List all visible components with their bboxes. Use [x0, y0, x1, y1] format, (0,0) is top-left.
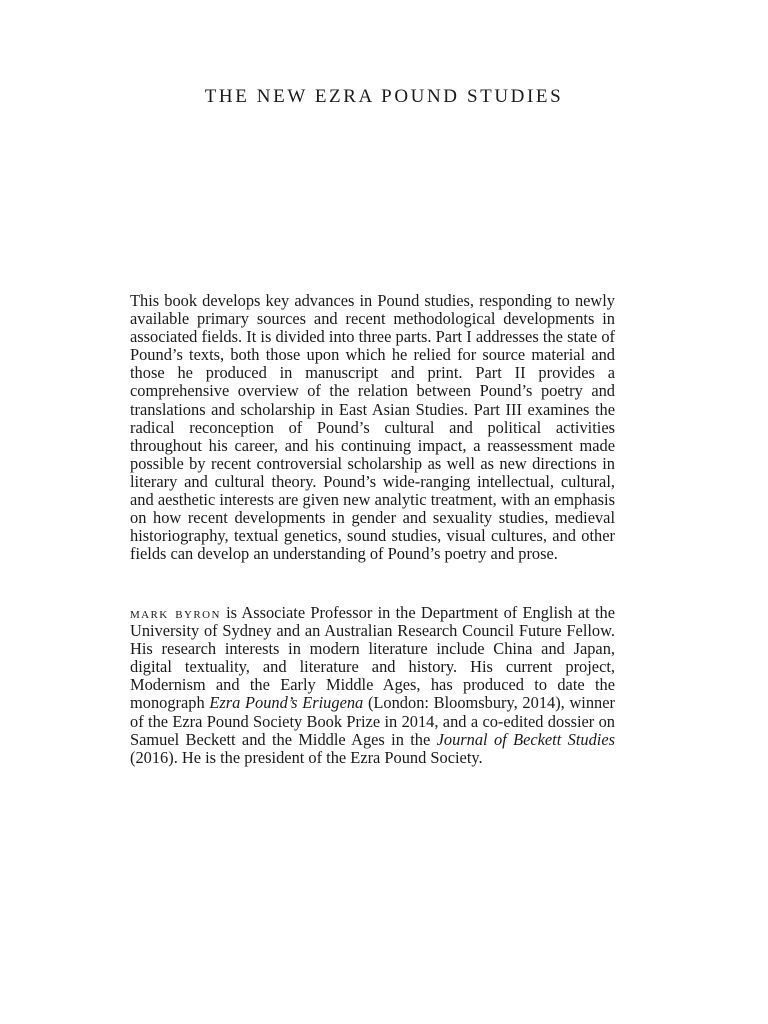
journal-title: Journal of Beckett Studies — [436, 729, 615, 749]
bio-text-part-2: (London: Bloomsbury, 2014), winner of the Ezra Pound Society Book Prize in 2014, and a co-edited dossier on Samuel Beckett and the Middle Ages in the — [130, 693, 615, 749]
author-bio — [130, 604, 615, 767]
bio-text-part-1: is Associate Professor in the Department of English at the University of Sydney and an Australian Research Council Future Fellow. His research interests in modern literature include China and Japan, digital textuality, and literature and history. His current project, Modernism and the Early Middle Ages, has produced to date the monograph — [130, 603, 615, 713]
bio-text-part-3: (2016). He is the president of the Ezra Pound Society. — [130, 747, 483, 767]
book-description: This book develops key advances in Pound studies, responding to newly available primary sources and recent methodological developments in associated fields. It is divided into three parts. Part I addresses the state of Pound’s texts, both those upon which he relied for source material and those he produced in manuscript and print. Part II provides a comprehensive overview of the relation between Pound’s poetry and translations and scholarship in East Asian Studies. Part III examines the radical reconception of Pound’s cultural and political activities throughout his career, and his continuing impact, a reassessment made possible by recent controversial scholarship as well as new directions in literary and cultural theory. Pound’s wide-ranging intellectual, cultural, and aesthetic interests are given new analytic treatment, with an emphasis on how recent developments in gender and sexuality studies, medieval historiography, textual genetics, sound studies, visual cultures, and other fields can develop an understanding of Pound’s poetry and prose. — [130, 291, 615, 564]
author-name: mark byron — [130, 603, 221, 622]
book-title: Ezra Pound’s Eriugena — [209, 693, 364, 713]
page-title: THE NEW EZRA POUND STUDIES — [204, 86, 564, 107]
